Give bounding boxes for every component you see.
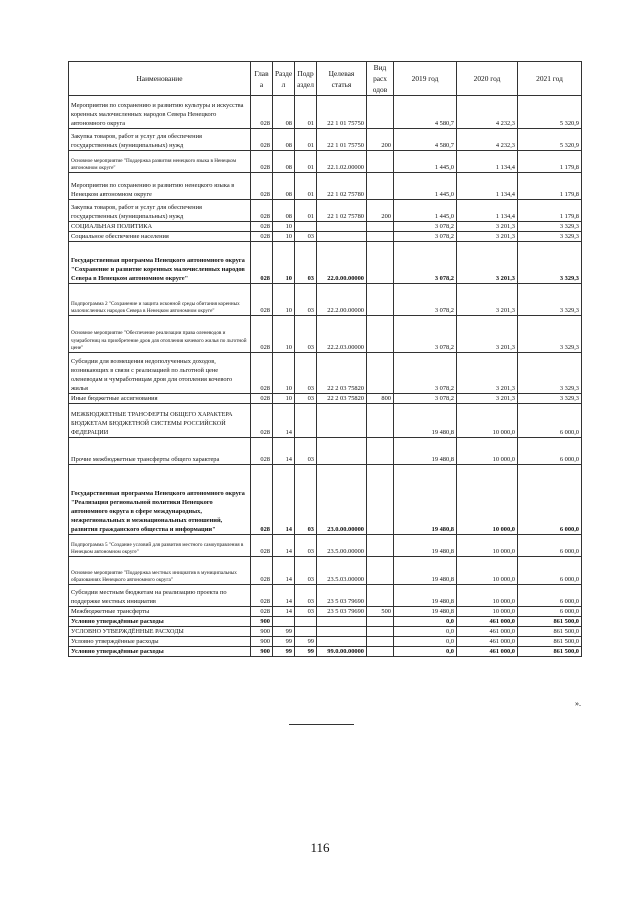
row-razdel: 10 xyxy=(273,316,295,353)
row-razdel xyxy=(273,617,295,627)
row-podrazdel: 03 xyxy=(295,284,317,316)
row-podrazdel: 01 xyxy=(295,129,317,151)
row-podrazdel xyxy=(295,404,317,438)
row-razdel: 08 xyxy=(273,173,295,200)
row-2020: 10 000,0 xyxy=(457,607,518,617)
header-podrazdel: Подр аздел xyxy=(295,62,317,96)
row-statya: 23 5 03 79690 xyxy=(317,607,367,617)
row-vid xyxy=(367,637,394,647)
row-glava: 028 xyxy=(251,438,273,465)
row-2019: 0,0 xyxy=(394,637,457,647)
table-row xyxy=(69,200,582,222)
table-row xyxy=(69,173,582,200)
row-name: Субсидии для возмещения недополученных доходов, возникающих в связи с реализацией по льготной цене оленеводам и чумработницам дров для отопления кочевого жилья xyxy=(69,353,251,394)
table-row xyxy=(69,284,582,316)
row-statya: 23 5 03 79690 xyxy=(317,585,367,607)
row-vid xyxy=(367,151,394,173)
row-2020: 3 201,3 xyxy=(457,316,518,353)
row-2019: 19 480,8 xyxy=(394,585,457,607)
row-razdel: 08 xyxy=(273,151,295,173)
row-razdel: 10 xyxy=(273,284,295,316)
row-glava: 028 xyxy=(251,222,273,232)
table-row xyxy=(69,96,582,129)
row-2019: 19 480,8 xyxy=(394,557,457,585)
row-name: СОЦИАЛЬНАЯ ПОЛИТИКА xyxy=(69,222,251,232)
row-vid: 500 xyxy=(367,607,394,617)
row-razdel: 08 xyxy=(273,96,295,129)
header-glava: Глав а xyxy=(251,62,273,96)
table-row xyxy=(69,438,582,465)
row-name: Основное мероприятие "Обеспечение реализации права оленеводов и чумработниц на приобретение дров для отопления кочевого жилья по льготной цене" xyxy=(69,316,251,353)
row-2021: 5 320,9 xyxy=(518,96,582,129)
footer-rule xyxy=(289,724,354,725)
row-2021: 5 320,9 xyxy=(518,129,582,151)
row-podrazdel: 99 xyxy=(295,637,317,647)
row-2019: 0,0 xyxy=(394,627,457,637)
row-2019: 3 078,2 xyxy=(394,353,457,394)
row-razdel: 10 xyxy=(273,242,295,284)
row-2021: 861 500,0 xyxy=(518,627,582,637)
row-name: Условно утверждённые расходы xyxy=(69,617,251,627)
row-2020: 3 201,3 xyxy=(457,222,518,232)
row-vid xyxy=(367,627,394,637)
row-2019: 0,0 xyxy=(394,617,457,627)
table-row xyxy=(69,232,582,242)
row-2021: 6 000,0 xyxy=(518,607,582,617)
row-name: Условно утверждённые расходы xyxy=(69,637,251,647)
row-glava: 900 xyxy=(251,627,273,637)
row-name: Мероприятия по сохранению и развитию культуры и искусства коренных малочисленных народов Севера Ненецкого автономного округа xyxy=(69,96,251,129)
table-row xyxy=(69,222,582,232)
row-vid xyxy=(367,438,394,465)
row-name: Подпрограмма 2 "Сохранение и защита исконной среды обитания коренных малочисленных народов Севера в Ненецком автономном округе" xyxy=(69,284,251,316)
row-2020: 10 000,0 xyxy=(457,557,518,585)
row-2019: 3 078,2 xyxy=(394,222,457,232)
row-2021: 6 000,0 xyxy=(518,465,582,535)
row-podrazdel: 03 xyxy=(295,585,317,607)
row-podrazdel: 01 xyxy=(295,173,317,200)
row-vid xyxy=(367,242,394,284)
row-statya: 22.2.03.00000 xyxy=(317,316,367,353)
row-2021: 861 500,0 xyxy=(518,647,582,657)
row-2020: 1 134,4 xyxy=(457,200,518,222)
row-name: Субсидии местным бюджетам на реализацию проекта по поддержке местных инициатив xyxy=(69,585,251,607)
table-row xyxy=(69,607,582,617)
row-razdel: 14 xyxy=(273,607,295,617)
row-name: Социальное обеспечение населения xyxy=(69,232,251,242)
table-header-row xyxy=(69,62,582,96)
header-statya: Целевая статья xyxy=(317,62,367,96)
row-glava: 028 xyxy=(251,200,273,222)
row-statya xyxy=(317,637,367,647)
row-razdel: 10 xyxy=(273,222,295,232)
row-2019: 3 078,2 xyxy=(394,242,457,284)
row-2019: 19 480,8 xyxy=(394,607,457,617)
row-razdel: 14 xyxy=(273,465,295,535)
table-row xyxy=(69,535,582,557)
row-2020: 3 201,3 xyxy=(457,284,518,316)
row-2021: 6 000,0 xyxy=(518,404,582,438)
row-2021: 3 329,3 xyxy=(518,242,582,284)
row-vid: 800 xyxy=(367,394,394,404)
table-body xyxy=(69,96,582,657)
row-podrazdel: 03 xyxy=(295,465,317,535)
header-razdel: Разде л xyxy=(273,62,295,96)
row-2021: 6 000,0 xyxy=(518,535,582,557)
row-statya xyxy=(317,404,367,438)
page-number: 116 xyxy=(310,840,330,855)
row-2020: 4 232,3 xyxy=(457,96,518,129)
row-statya: 23.5.00.00000 xyxy=(317,535,367,557)
row-2021: 861 500,0 xyxy=(518,637,582,647)
row-podrazdel xyxy=(295,627,317,637)
row-2021: 3 329,3 xyxy=(518,222,582,232)
row-glava: 028 xyxy=(251,96,273,129)
row-name: УСЛОВНО УТВЕРЖДЁННЫЕ РАСХОДЫ xyxy=(69,627,251,637)
row-name: Условно утверждённые расходы xyxy=(69,647,251,657)
row-glava: 028 xyxy=(251,557,273,585)
row-2019: 4 580,7 xyxy=(394,129,457,151)
table-row xyxy=(69,394,582,404)
row-statya: 22.0.00.00000 xyxy=(317,242,367,284)
row-2020: 461 000,0 xyxy=(457,637,518,647)
row-statya: 22.2.00.00000 xyxy=(317,284,367,316)
row-vid: 200 xyxy=(367,200,394,222)
row-glava: 028 xyxy=(251,465,273,535)
row-2019: 3 078,2 xyxy=(394,232,457,242)
row-2021: 6 000,0 xyxy=(518,557,582,585)
row-podrazdel: 99 xyxy=(295,647,317,657)
row-podrazdel: 01 xyxy=(295,96,317,129)
row-glava: 028 xyxy=(251,173,273,200)
row-statya xyxy=(317,232,367,242)
row-name: Подпрограмма 5 "Создание условий для развития местного самоуправления в Ненецком автономном округе" xyxy=(69,535,251,557)
row-glava: 028 xyxy=(251,151,273,173)
table-row xyxy=(69,129,582,151)
row-statya: 99.0.00.00000 xyxy=(317,647,367,657)
row-podrazdel: 03 xyxy=(295,232,317,242)
row-podrazdel: 03 xyxy=(295,438,317,465)
row-vid xyxy=(367,465,394,535)
row-name: Закупка товаров, работ и услуг для обеспечения государственных (муниципальных) нужд xyxy=(69,129,251,151)
row-glava: 028 xyxy=(251,232,273,242)
row-name: Мероприятия по сохранению и развитию ненецкого языка в Ненецком автономном округе xyxy=(69,173,251,200)
row-2020: 3 201,3 xyxy=(457,353,518,394)
row-podrazdel: 03 xyxy=(295,535,317,557)
row-2020: 3 201,3 xyxy=(457,232,518,242)
row-razdel: 14 xyxy=(273,535,295,557)
row-razdel: 08 xyxy=(273,200,295,222)
row-razdel: 99 xyxy=(273,637,295,647)
row-name: Основное мероприятие "Поддержка местных инициатив в муниципальных образованиях Ненецкого автономного округа" xyxy=(69,557,251,585)
row-statya: 22 1 02 75780 xyxy=(317,200,367,222)
row-2019: 3 078,2 xyxy=(394,394,457,404)
row-2020: 10 000,0 xyxy=(457,438,518,465)
header-2021: 2021 год xyxy=(518,62,582,96)
row-2020: 10 000,0 xyxy=(457,465,518,535)
row-razdel: 10 xyxy=(273,232,295,242)
table-row xyxy=(69,404,582,438)
row-2019: 1 445,0 xyxy=(394,200,457,222)
row-2019: 19 480,8 xyxy=(394,465,457,535)
row-razdel: 10 xyxy=(273,394,295,404)
row-2021: 1 179,8 xyxy=(518,200,582,222)
table-row xyxy=(69,637,582,647)
row-statya xyxy=(317,222,367,232)
row-glava: 900 xyxy=(251,637,273,647)
row-glava: 028 xyxy=(251,353,273,394)
row-2021: 3 329,3 xyxy=(518,353,582,394)
row-statya: 22 1 01 75750 xyxy=(317,96,367,129)
row-2020: 461 000,0 xyxy=(457,647,518,657)
row-razdel: 14 xyxy=(273,585,295,607)
row-name: Иные бюджетные ассигнования xyxy=(69,394,251,404)
row-2019: 19 480,8 xyxy=(394,404,457,438)
row-name: МЕЖБЮДЖЕТНЫЕ ТРАНСФЕРТЫ ОБЩЕГО ХАРАКТЕРА БЮДЖЕТАМ БЮДЖЕТНОЙ СИСТЕМЫ РОССИЙСКОЙ ФЕДЕРАЦИИ xyxy=(69,404,251,438)
row-2020: 1 134,4 xyxy=(457,151,518,173)
row-razdel: 10 xyxy=(273,353,295,394)
row-2021: 1 179,8 xyxy=(518,151,582,173)
row-2019: 19 480,8 xyxy=(394,438,457,465)
row-name: Государственная программа Ненецкого автономного округа "Реализация региональной политики Ненецкого автономного округа в сфере международных, межрегиональных и межнациональных отношений, развития гражданского общества и информации" xyxy=(69,465,251,535)
table-row xyxy=(69,557,582,585)
row-2021: 3 329,3 xyxy=(518,394,582,404)
row-2021: 6 000,0 xyxy=(518,585,582,607)
row-razdel: 99 xyxy=(273,627,295,637)
row-2021: 1 179,8 xyxy=(518,173,582,200)
row-podrazdel: 03 xyxy=(295,242,317,284)
row-2019: 4 580,7 xyxy=(394,96,457,129)
table-row xyxy=(69,242,582,284)
row-razdel: 14 xyxy=(273,438,295,465)
row-statya: 23.5.03.00000 xyxy=(317,557,367,585)
row-2021: 3 329,3 xyxy=(518,284,582,316)
row-podrazdel xyxy=(295,617,317,627)
row-glava: 900 xyxy=(251,617,273,627)
table-row xyxy=(69,617,582,627)
row-statya: 22 1 01 75750 xyxy=(317,129,367,151)
row-glava: 028 xyxy=(251,585,273,607)
row-statya: 22 2 03 75820 xyxy=(317,353,367,394)
row-2020: 10 000,0 xyxy=(457,404,518,438)
row-vid xyxy=(367,222,394,232)
row-statya: 22 2 03 75820 xyxy=(317,394,367,404)
row-2020: 10 000,0 xyxy=(457,535,518,557)
row-2021: 3 329,3 xyxy=(518,232,582,242)
row-2021: 6 000,0 xyxy=(518,438,582,465)
table-row xyxy=(69,353,582,394)
row-vid xyxy=(367,557,394,585)
row-podrazdel: 03 xyxy=(295,557,317,585)
row-2021: 3 329,3 xyxy=(518,316,582,353)
row-glava: 900 xyxy=(251,647,273,657)
row-2020: 3 201,3 xyxy=(457,394,518,404)
table-row xyxy=(69,627,582,637)
row-podrazdel: 01 xyxy=(295,200,317,222)
row-vid xyxy=(367,284,394,316)
row-vid xyxy=(367,353,394,394)
header-name: Наименование xyxy=(69,62,251,96)
table-row xyxy=(69,151,582,173)
header-2019: 2019 год xyxy=(394,62,457,96)
row-2019: 1 445,0 xyxy=(394,173,457,200)
row-podrazdel: 03 xyxy=(295,607,317,617)
row-name: Государственная программа Ненецкого автономного округа "Сохранение и развитие коренных малочисленных народов Севера в Ненецком автономном округе" xyxy=(69,242,251,284)
row-podrazdel: 03 xyxy=(295,316,317,353)
row-podrazdel: 03 xyxy=(295,394,317,404)
row-vid xyxy=(367,617,394,627)
row-2020: 10 000,0 xyxy=(457,585,518,607)
row-2019: 0,0 xyxy=(394,647,457,657)
row-vid xyxy=(367,535,394,557)
row-2020: 461 000,0 xyxy=(457,617,518,627)
header-vid: Вид расх одов xyxy=(367,62,394,96)
table-row xyxy=(69,316,582,353)
row-glava: 028 xyxy=(251,394,273,404)
row-name: Закупка товаров, работ и услуг для обеспечения государственных (муниципальных) нужд xyxy=(69,200,251,222)
row-statya xyxy=(317,617,367,627)
table-row xyxy=(69,465,582,535)
row-statya: 22.1.02.00000 xyxy=(317,151,367,173)
row-vid xyxy=(367,585,394,607)
row-2019: 1 445,0 xyxy=(394,151,457,173)
row-statya xyxy=(317,627,367,637)
row-podrazdel: 01 xyxy=(295,151,317,173)
table-row xyxy=(69,647,582,657)
row-2020: 3 201,3 xyxy=(457,242,518,284)
row-razdel: 99 xyxy=(273,647,295,657)
header-2020: 2020 год xyxy=(457,62,518,96)
row-glava: 028 xyxy=(251,535,273,557)
row-glava: 028 xyxy=(251,284,273,316)
row-glava: 028 xyxy=(251,242,273,284)
row-podrazdel: 03 xyxy=(295,353,317,394)
row-2021: 861 500,0 xyxy=(518,617,582,627)
budget-table xyxy=(68,61,582,657)
row-podrazdel xyxy=(295,222,317,232)
row-2019: 19 480,8 xyxy=(394,535,457,557)
row-vid xyxy=(367,96,394,129)
row-statya: 23.0.00.00000 xyxy=(317,465,367,535)
row-razdel: 14 xyxy=(273,557,295,585)
row-glava: 028 xyxy=(251,316,273,353)
row-vid xyxy=(367,173,394,200)
row-razdel: 14 xyxy=(273,404,295,438)
row-razdel: 08 xyxy=(273,129,295,151)
row-glava: 028 xyxy=(251,607,273,617)
row-2019: 3 078,2 xyxy=(394,316,457,353)
row-glava: 028 xyxy=(251,404,273,438)
row-vid xyxy=(367,232,394,242)
row-2020: 4 232,3 xyxy=(457,129,518,151)
row-statya: 22 1 02 75780 xyxy=(317,173,367,200)
row-name: Межбюджетные трансферты xyxy=(69,607,251,617)
trailing-mark: ». xyxy=(575,699,581,708)
row-vid xyxy=(367,404,394,438)
row-name: Прочие межбюджетные трансферты общего характера xyxy=(69,438,251,465)
row-2019: 3 078,2 xyxy=(394,284,457,316)
table-row xyxy=(69,585,582,607)
row-name: Основное мероприятие "Поддержка развития ненецкого языка в Ненецком автономном округе" xyxy=(69,151,251,173)
row-glava: 028 xyxy=(251,129,273,151)
row-vid xyxy=(367,316,394,353)
row-2020: 1 134,4 xyxy=(457,173,518,200)
row-vid: 200 xyxy=(367,129,394,151)
row-2020: 461 000,0 xyxy=(457,627,518,637)
row-statya xyxy=(317,438,367,465)
row-vid xyxy=(367,647,394,657)
